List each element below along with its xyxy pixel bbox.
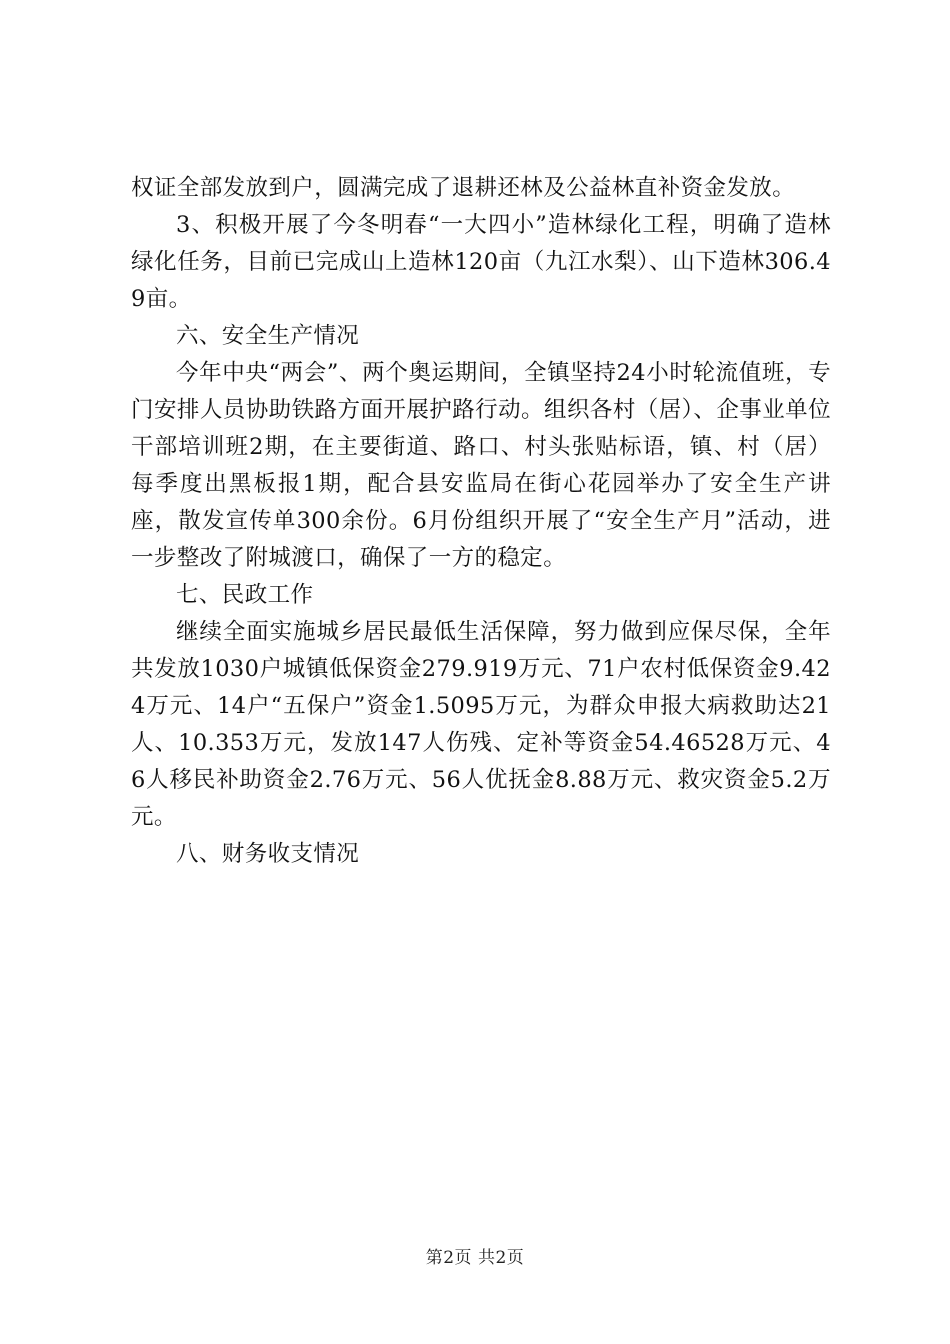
page-number-label: 第2页 共2页 (425, 1248, 525, 1268)
section-heading-finance: 八、财务收支情况 (176, 841, 360, 867)
paragraph-afforestation: 3、积极开展了今冬明春“一大四小”造林绿化工程，明确了造林绿化任务，目前已完成山上造林120亩（九江水梨）、山下造林306.49亩。 (131, 212, 831, 312)
section-heading-safety: 六、安全生产情况 (176, 323, 360, 349)
paragraph-civil-affairs: 继续全面实施城乡居民最低生活保障，努力做到应保尽保，全年共发放1030户城镇低保资金279.919万元、71户农村低保资金9.424万元、14户“五保户”资金1.5095万元，为群众申报大病救助达21人、10.353万元，发放147人伤残、定补等资金54.46528万元、46人移民补助资金2.76万元、56人优抚金8.88万元、救灾资金5.2万元。 (131, 619, 831, 830)
section-heading-civil-affairs: 七、民政工作 (176, 582, 314, 608)
page-footer (0, 1243, 950, 1268)
paragraph-continuation: 权证全部发放到户，圆满完成了退耕还林及公益林直补资金发放。 (131, 175, 796, 201)
paragraph-safety: 今年中央“两会”、两个奥运期间，全镇坚持24小时轮流值班，专门安排人员协助铁路方面开展护路行动。组织各村（居）、企事业单位干部培训班2期，在主要街道、路口、村头张贴标语，镇、村（居）每季度出黑板报1期，配合县安监局在街心花园举办了安全生产讲座，散发宣传单300余份。6月份组织开展了“安全生产月”活动，进一步整改了附城渡口，确保了一方的稳定。 (131, 360, 831, 571)
document-body (131, 170, 831, 873)
